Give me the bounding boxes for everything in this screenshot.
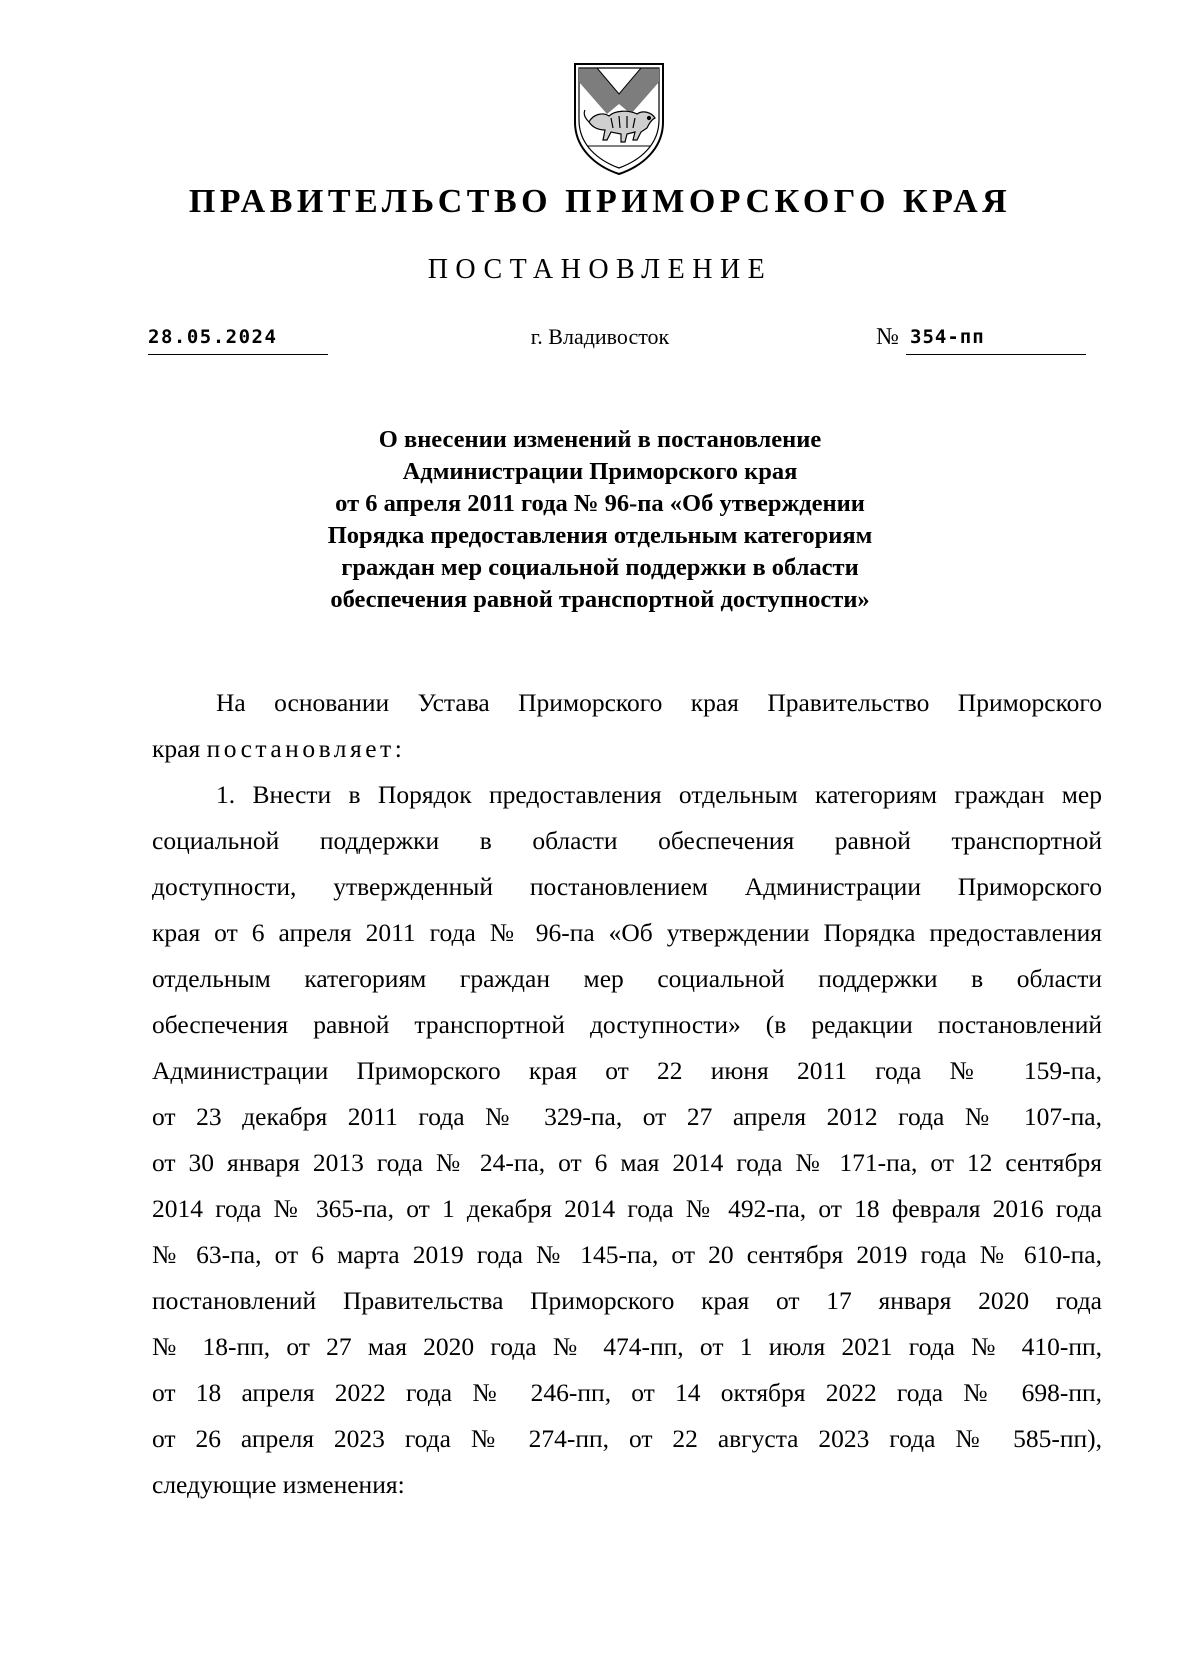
preamble-prefix: края [152, 734, 201, 763]
number-field [876, 320, 1086, 354]
number-underline [906, 320, 1086, 355]
item-1-line: от 18 апреля 2022 года № 246-пп, от 14 октября 2022 года № 698-пп, [152, 1378, 1102, 1407]
item-1-line: от 30 января 2013 года № 24-па, от 6 мая 2014 года № 171-па, от 12 сентября [152, 1148, 1102, 1177]
item-1-line: Администрации Приморского края от 22 июня 2011 года № 159-па, [152, 1056, 1102, 1085]
item-1-line: края от 6 апреля 2011 года № 96-па «Об утверждении Порядка предоставления [152, 918, 1102, 947]
preamble-line [152, 726, 1102, 772]
document-number: 354-пп [910, 326, 985, 348]
document-meta-row [0, 320, 1200, 360]
document-body [152, 680, 1102, 1508]
item-1-line: социальной поддержки в области обеспечения равной транспортной [152, 826, 1102, 855]
preamble-line: На основании Устава Приморского края Правительство Приморского [216, 688, 1102, 717]
subject-line: граждан мер социальной поддержки в области [341, 554, 859, 581]
item-1-line: № 18-пп, от 27 мая 2020 года № 474-пп, от 1 июля 2021 года № 410-пп, [152, 1332, 1102, 1361]
subject-line: О внесении изменений в постановление [378, 426, 822, 453]
resolves-word: постановляет: [206, 734, 406, 763]
item-1-line: от 23 декабря 2011 года № 329-па, от 27 апреля 2012 года № 107-па, [152, 1102, 1102, 1131]
item-1-line: постановлений Правительства Приморского края от 17 января 2020 года [152, 1286, 1102, 1315]
document-date: 28.05.2024 [148, 326, 278, 348]
coat-of-arms-icon [571, 60, 667, 178]
item-1-line: отдельным категориям граждан мер социальной поддержки в области [152, 964, 1102, 993]
item-1-line: обеспечения равной транспортной доступности» (в редакции постановлений [152, 1010, 1102, 1039]
item-1-line: 1. Внести в Порядок предоставления отдельным категориям граждан мер [216, 780, 1102, 809]
subject-line: Администрации Приморского края [402, 458, 798, 485]
item-1-line: № 63-па, от 6 марта 2019 года № 145-па, от 20 сентября 2019 года № 610-па, [152, 1240, 1102, 1269]
item-1-line: доступности, утвержденный постановлением Администрации Приморского [152, 872, 1102, 901]
document-type: ПОСТАНОВЛЕНИЕ [427, 254, 773, 285]
item-1-line: от 26 апреля 2023 года № 274-пп, от 22 августа 2023 года № 585-пп), [152, 1424, 1102, 1453]
organization-title: ПРАВИТЕЛЬСТВО ПРИМОРСКОГО КРАЯ [188, 183, 1012, 220]
subject-line: от 6 апреля 2011 года № 96-па «Об утверждении [335, 490, 865, 517]
item-1-line: следующие изменения: [152, 1470, 405, 1499]
document-subject [0, 424, 1200, 616]
item-1-line: 2014 года № 365-па, от 1 декабря 2014 года № 492-па, от 18 февраля 2016 года [152, 1194, 1102, 1223]
subject-line: обеспечения равной транспортной доступности» [330, 586, 870, 613]
subject-line: Порядка предоставления отдельным категориям [327, 522, 873, 549]
city: г. Владивосток [530, 324, 670, 349]
number-sign: № [876, 324, 899, 350]
